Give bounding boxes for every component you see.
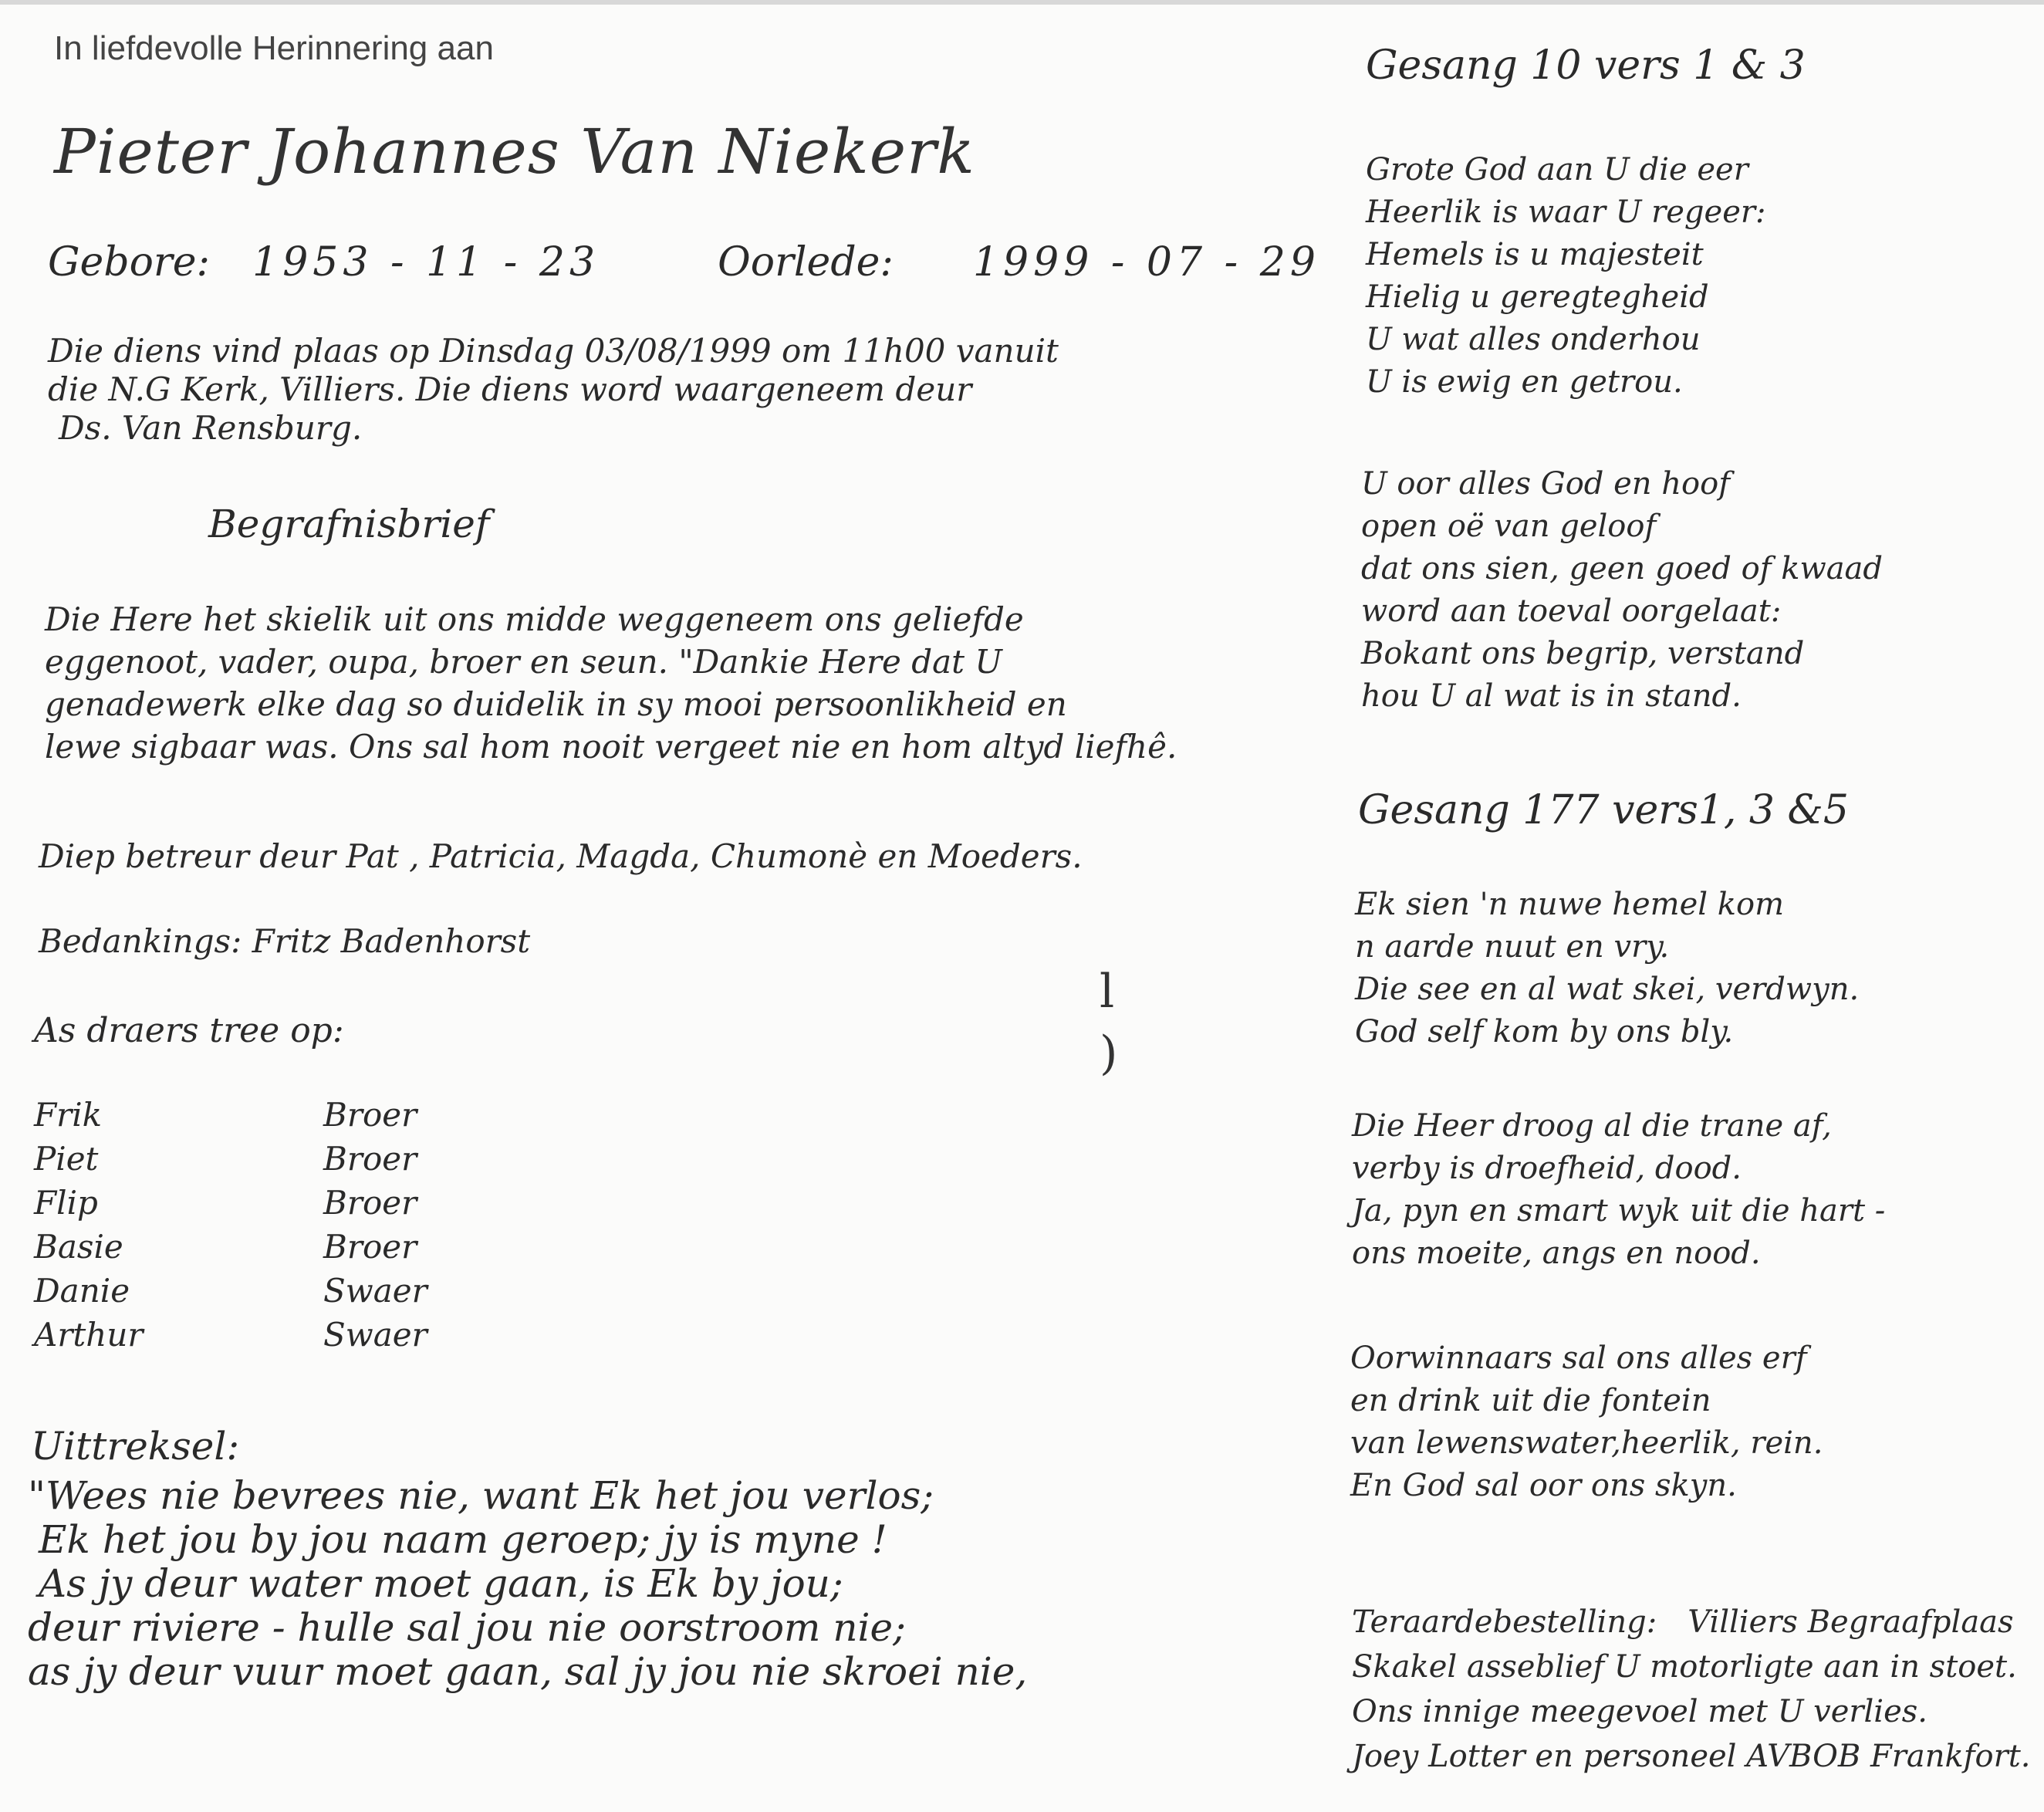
brief-heading: Begrafnisbrief	[208, 502, 490, 546]
verse-line: open oë van geloof	[1361, 509, 1657, 544]
fold-marks	[1100, 961, 1117, 1084]
extract-text	[28, 1474, 1027, 1694]
burial-label: Teraardebestelling:	[1352, 1604, 1657, 1640]
extract-line: Ek het jou by jou naam geroep; jy is myne !	[39, 1517, 887, 1562]
fold-mark: )	[1100, 1026, 1118, 1080]
verse-line: word aan toeval oorgelaat:	[1361, 593, 1782, 629]
verse-line: n aarde nuut en vry.	[1355, 929, 1670, 965]
service-line: Die diens vind plaas op Dinsdag 03/08/1999 om 11h00 vanuit	[48, 332, 1059, 370]
closing-line: Ons innige meegevoel met U verlies.	[1352, 1694, 1928, 1729]
brief-line: Die Here het skielik uit ons midde weggeneem ons geliefde	[45, 600, 1024, 638]
hymn2-title: Gesang 177 vers1, 3 &5	[1358, 787, 1849, 833]
verse-line: Hielig u geregtegheid	[1366, 279, 1709, 315]
mourners-line: Diep betreur deur Pat , Patricia, Magda, Chumonè en Moeders.	[39, 837, 1083, 875]
brief-line: genadewerk elke dag so duidelik in sy mooi persoonlikheid en	[45, 685, 1067, 723]
deceased-name: Pieter Johannes Van Niekerk	[54, 116, 975, 188]
dates-line	[48, 239, 1320, 286]
verse-line: Oorwinnaars sal ons alles erf	[1350, 1340, 1807, 1376]
bearer-name: Piet	[34, 1140, 99, 1178]
verse-line: dat ons sien, geen goed of kwaad	[1361, 551, 1883, 587]
verse-line: Hemels is u majesteit	[1366, 237, 1704, 272]
hymn2-verse3	[1350, 1337, 1823, 1507]
verse-line: Ja, pyn en smart wyk uit die hart -	[1352, 1193, 1886, 1229]
verse-line: Die see en al wat skei, verdwyn.	[1355, 972, 1860, 1007]
born-value: 1953 - 11 - 23	[252, 239, 600, 286]
verse-line: Ek sien 'n nuwe hemel kom	[1355, 887, 1785, 922]
verse-line: God self kom by ons bly.	[1355, 1014, 1734, 1050]
hymn1-verse2	[1361, 463, 1883, 718]
verse-line: ons moeite, angs en nood.	[1352, 1236, 1761, 1271]
thanks-line: Bedankings: Fritz Badenhorst	[39, 922, 531, 960]
brief-text	[45, 598, 1177, 768]
verse-line: van lewenswater,heerlik, rein.	[1350, 1425, 1823, 1461]
scan-edge	[0, 0, 2044, 5]
bearer-relation: Broer	[323, 1096, 417, 1134]
bearer-relation: Swaer	[323, 1272, 427, 1310]
burial-place: Villiers Begraafplaas	[1688, 1604, 2014, 1640]
verse-line: Bokant ons begrip, verstand	[1361, 636, 1805, 671]
brief-line: lewe sigbaar was. Ons sal hom nooit vergeet nie en hom altyd liefhê.	[45, 728, 1177, 766]
extract-heading: Uittreksel:	[31, 1424, 240, 1469]
fold-mark: l	[1100, 965, 1115, 1019]
extract-line: As jy deur water moet gaan, is Ek by jou;	[39, 1561, 843, 1606]
verse-line: En God sal oor ons skyn.	[1350, 1468, 1737, 1503]
brief-line: eggenoot, vader, oupa, broer en seun. "Dankie Here dat U	[45, 643, 1002, 681]
verse-line: U wat alles onderhou	[1366, 322, 1701, 357]
hymn1-title: Gesang 10 vers 1 & 3	[1366, 42, 1806, 89]
born-label: Gebore:	[48, 239, 211, 286]
verse-line: hou U al wat is in stand.	[1361, 678, 1742, 714]
verse-line: verby is droefheid, dood.	[1352, 1151, 1742, 1186]
extract-line: "Wees nie bevrees nie, want Ek het jou verlos;	[28, 1473, 934, 1518]
verse-line: Grote God aan U die eer	[1366, 152, 1748, 188]
extract-line: as jy deur vuur moet gaan, sal jy jou nie skroei nie,	[28, 1649, 1028, 1694]
intro-text: In liefdevolle Herinnering aan	[54, 29, 494, 67]
bearer-name: Basie	[34, 1228, 123, 1266]
bearer-relation: Broer	[323, 1184, 417, 1222]
hymn1-verse1	[1366, 149, 1765, 404]
verse-line: Die Heer droog al die trane af,	[1352, 1108, 1832, 1144]
bearers-heading: As draers tree op:	[34, 1011, 344, 1050]
died-value: 1999 - 07 - 29	[972, 239, 1320, 286]
service-info	[48, 332, 1059, 448]
closing-line: Skakel asseblief U motorligte aan in stoet.	[1352, 1649, 2017, 1685]
bearer-relation: Swaer	[323, 1316, 427, 1354]
extract-line: deur riviere - hulle sal jou nie oorstroom nie;	[28, 1605, 906, 1650]
verse-line: Heerlik is waar U regeer:	[1366, 194, 1766, 230]
verse-line: U is ewig en getrou.	[1366, 364, 1683, 400]
hymn2-verse2	[1352, 1105, 1885, 1275]
bearer-name: Danie	[34, 1272, 130, 1310]
service-line: die N.G Kerk, Villiers. Die diens word waargeneem deur	[48, 370, 972, 408]
died-label: Oorlede:	[718, 239, 894, 286]
bearer-name: Frik	[34, 1096, 103, 1134]
verse-line: en drink uit die fontein	[1350, 1383, 1711, 1418]
verse-line: U oor alles God en hoof	[1361, 466, 1731, 502]
bearer-name: Flip	[34, 1184, 98, 1222]
hymn2-verse1	[1355, 884, 1859, 1053]
bearer-relation: Broer	[323, 1228, 417, 1266]
burial-line	[1352, 1601, 2031, 1646]
service-line: Ds. Van Rensburg.	[59, 409, 363, 447]
bearer-name: Arthur	[34, 1316, 144, 1354]
closing-line: Joey Lotter en personeel AVBOB Frankfort.	[1352, 1739, 2031, 1774]
closing-notes	[1352, 1601, 2031, 1780]
bearer-relation: Broer	[323, 1140, 417, 1178]
